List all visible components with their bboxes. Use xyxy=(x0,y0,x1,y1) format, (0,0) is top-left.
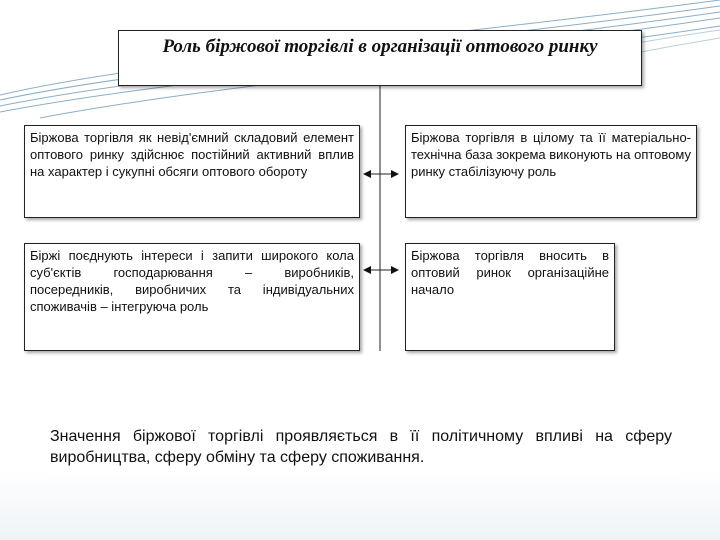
diagram-title: Роль біржової торгівлі в організації оптового ринку xyxy=(118,30,642,86)
box-bottom-right: Біржова торгівля вносить в оптовий ринок організаційне начало xyxy=(405,243,615,351)
box-top-left: Біржова торгівля як невід'ємний складовий елемент оптового ринку здійснює постійний активний вплив на характер і сукупні обсяги оптового обороту xyxy=(24,125,360,218)
summary-note: Значення біржової торгівлі проявляється в її політичному впливі на сферу виробництва, сферу обміну та сферу споживання. xyxy=(44,422,678,474)
bottom-shade xyxy=(0,470,720,540)
box-top-right: Біржова торгівля в цілому та її матеріально-технічна база зокрема виконують на оптовому ринку стабілізуючу роль xyxy=(405,125,697,218)
box-bottom-left: Біржі поєднують інтереси і запити широкого кола суб'єктів господарювання – виробників, посередників, виробничих та індивідуальних споживачів – інтегруюча роль xyxy=(24,243,360,351)
